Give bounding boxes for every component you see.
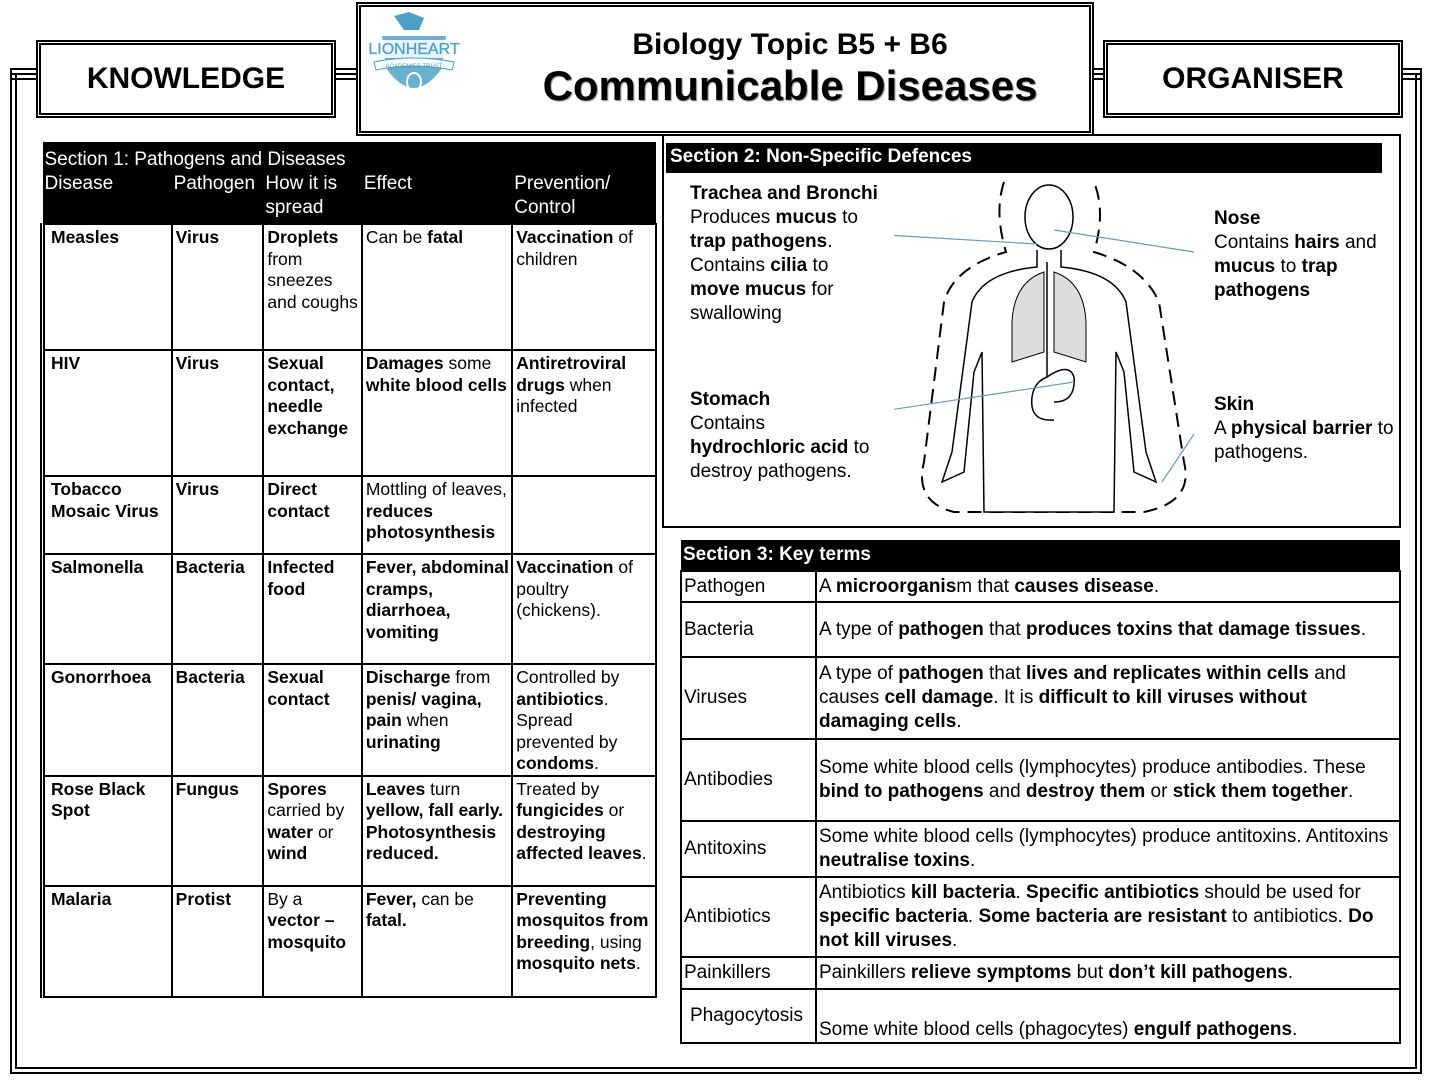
text-segment: Treated by (516, 778, 600, 799)
cell-effect (362, 224, 512, 350)
knowledge-label: KNOWLEDGE (86, 62, 286, 95)
text-segment: when infected (516, 374, 612, 416)
bold-text: Do not kill viruses (819, 906, 1374, 951)
bold-text: Trachea and Bronchi (690, 183, 878, 204)
bold-text: cilia (770, 255, 808, 276)
cell-spread (263, 476, 361, 554)
cell-pathogen (172, 776, 264, 886)
column-header-prevention: Prevention/ Control (512, 172, 656, 224)
cell-effect (362, 350, 512, 476)
bold-text: HIV (51, 353, 81, 373)
key-term-row (681, 571, 1400, 602)
text-segment: for swallowing (690, 279, 834, 324)
bold-text: Bacteria (175, 557, 245, 577)
text-segment: should be used for (1199, 882, 1361, 903)
cell-pathogen (172, 886, 264, 997)
key-term-row (681, 602, 1400, 657)
bold-text: Some bacteria are resistant (978, 906, 1227, 927)
key-term: Antibiotics (681, 877, 816, 957)
cell-prevention (512, 476, 656, 554)
text-segment: some (443, 353, 492, 373)
bold-text: Fever, abdominal cramps, diarrhoea, vomiting (365, 557, 509, 642)
cell-pathogen (172, 664, 264, 776)
bold-text: Virus (175, 227, 220, 247)
bold-text: fatal. (365, 910, 407, 930)
text-segment: from (450, 667, 491, 687)
section2-defences (662, 134, 1401, 528)
text-segment: Controlled by (516, 667, 620, 687)
section2-title: Section 2: Non-Specific Defences (666, 143, 1382, 173)
cell-prevention (512, 224, 656, 350)
skin-label (1214, 393, 1399, 465)
bold-text: Virus (175, 479, 220, 499)
column-header-pathogen: Pathogen (172, 172, 264, 224)
text-segment: that (983, 618, 1026, 640)
text-segment: or (603, 800, 625, 820)
cell-spread (263, 224, 361, 350)
cell-disease (43, 664, 172, 776)
section3-title: Section 3: Key terms (681, 540, 1400, 571)
text-segment: of children (516, 227, 633, 269)
text-segment: . (641, 843, 647, 863)
text-segment: Some white blood cells (phagocytes) (819, 1019, 1134, 1040)
bold-text: Fungus (175, 778, 239, 799)
lionheart-logo (364, 8, 464, 104)
text-segment: carried by (267, 800, 345, 820)
bold-text: causes disease (1014, 575, 1154, 597)
bold-text: Spores (267, 778, 327, 799)
text-segment: or (313, 821, 334, 842)
bold-text: fungicides (516, 800, 604, 820)
text-segment: Some white blood cells (lymphocytes) produce antitoxins. Antitoxins (819, 826, 1389, 847)
bold-text: wind (267, 843, 308, 863)
cell-spread (263, 776, 361, 886)
organiser-banner (1103, 40, 1403, 118)
cell-spread (263, 886, 361, 997)
text-segment: m that (956, 575, 1015, 597)
text-segment: Antibiotics (819, 882, 911, 903)
cell-effect (362, 476, 512, 554)
cell-prevention (512, 776, 656, 886)
bold-text: Rose Black Spot (51, 778, 146, 820)
key-term: Viruses (681, 657, 816, 739)
key-term: Painkillers (681, 957, 816, 989)
key-term: Pathogen (681, 571, 816, 602)
key-term-definition (816, 739, 1400, 821)
cell-effect (362, 886, 512, 997)
text-segment: but (1071, 962, 1109, 983)
bold-text: antibiotics (516, 688, 604, 709)
text-segment: or (1145, 781, 1173, 802)
table-row (43, 476, 657, 554)
cell-prevention (512, 350, 656, 476)
stomach-label (690, 388, 880, 484)
bold-text: hairs (1294, 232, 1340, 253)
bold-text: pathogen (898, 663, 984, 684)
bold-text: penis/ vagina, pain (365, 688, 482, 730)
bold-text: trap pathogens (1214, 256, 1338, 301)
text-segment: Contains (690, 413, 765, 434)
cell-pathogen (172, 224, 264, 350)
bold-text: destroy them (1025, 781, 1146, 802)
bold-text: Tobacco Mosaic Virus (51, 479, 159, 521)
text-segment: Can be (365, 227, 428, 247)
pathogens-table (40, 142, 657, 998)
bold-text: Droplets (267, 227, 339, 247)
page-subtitle: Biology Topic B5 + B6 (632, 28, 948, 61)
key-term-row (681, 877, 1400, 957)
text-segment: of poultry (chickens). (516, 557, 633, 620)
key-term-definition (816, 602, 1400, 657)
text-segment: that (983, 663, 1026, 684)
bold-text: reduces photosynthesis (365, 500, 496, 542)
text-segment: to (836, 207, 858, 228)
cell-effect (362, 554, 512, 664)
connector (1400, 73, 1422, 80)
key-term-row (681, 657, 1400, 739)
cell-spread (263, 664, 361, 776)
text-segment: and (983, 781, 1026, 802)
text-segment: Contains (1214, 232, 1295, 253)
text-segment: to (807, 255, 829, 276)
bold-text: relieve symptoms (910, 962, 1072, 983)
bold-text: fatal (427, 227, 464, 247)
text-segment: A (819, 575, 836, 597)
bold-text: vector – mosquito (267, 910, 347, 952)
text-segment: to (1275, 256, 1302, 277)
bold-text: Fever, (365, 888, 417, 909)
bold-text: Bacteria (175, 667, 245, 687)
bold-text: lives and replicates within cells (1025, 663, 1309, 684)
cell-disease (43, 886, 172, 997)
bold-text: Sexual contact (267, 667, 330, 709)
text-segment: . (635, 953, 641, 973)
text-segment: . (956, 711, 962, 732)
text-segment: . (1347, 781, 1354, 802)
bold-text: mosquito nets (516, 953, 636, 973)
page-title: Communicable Diseases (542, 62, 1038, 109)
bold-text: Leaves (365, 778, 426, 799)
cell-disease (43, 224, 172, 350)
bold-text: Virus (175, 353, 220, 373)
bold-text: neutralise toxins (819, 850, 970, 871)
text-segment: . (1292, 1019, 1298, 1040)
text-segment: from sneezes and coughs (267, 248, 358, 312)
table-row (43, 554, 657, 664)
key-term-definition (816, 877, 1400, 957)
bold-text: Malaria (51, 888, 112, 909)
text-segment: Painkillers (819, 962, 911, 983)
bold-text: Gonorrhoea (51, 667, 152, 687)
text-segment: . (1360, 618, 1366, 640)
bold-text: stick them together (1172, 781, 1348, 802)
cell-disease (43, 776, 172, 886)
text-segment: when (401, 710, 449, 730)
cell-effect (362, 776, 512, 886)
bold-text: Measles (51, 227, 120, 247)
bold-text: mucus (1214, 256, 1276, 277)
table-row (43, 224, 657, 350)
section1-title: Section 1: Pathogens and Diseases (43, 142, 657, 172)
bold-text: hydrochloric acid (690, 437, 849, 458)
bold-text: difficult to kill viruses without damaging cells (819, 687, 1307, 732)
bold-text: physical barrier (1230, 418, 1373, 439)
bold-text: kill bacteria (910, 882, 1016, 903)
bold-text: Infected food (267, 557, 335, 599)
text-segment: . (970, 850, 976, 871)
text-segment: A type of (819, 663, 899, 684)
bold-text: Salmonella (51, 557, 144, 577)
table-row (43, 886, 657, 997)
text-segment: . (952, 930, 958, 951)
key-term-definition (816, 989, 1400, 1043)
key-term: Bacteria (681, 602, 816, 657)
bold-text: Vaccination (516, 557, 614, 577)
text-segment: to destroy pathogens. (690, 437, 870, 482)
cell-pathogen (172, 476, 264, 554)
bold-text: Vaccination (516, 227, 614, 247)
bold-text: white blood cells (365, 374, 507, 395)
key-term: Phagocytosis (681, 989, 816, 1043)
table-row (43, 776, 657, 886)
key-term: Antitoxins (681, 821, 816, 877)
key-term-definition (816, 571, 1400, 602)
bold-text: produces toxins that damage tissues (1025, 618, 1361, 640)
bold-text: engulf pathogens (1133, 1019, 1293, 1040)
bold-text: mucus (775, 207, 837, 228)
table-row (43, 664, 657, 776)
key-term: Antibodies (681, 739, 816, 821)
bold-text: Sexual contact, needle exchange (267, 353, 349, 438)
text-segment: and (1339, 232, 1377, 253)
bold-text: water (267, 821, 314, 842)
text-segment: . (1015, 882, 1026, 903)
cell-prevention (512, 554, 656, 664)
key-terms-table (680, 540, 1401, 1044)
cell-spread (263, 350, 361, 476)
text-segment: . Spread prevented by (516, 688, 618, 752)
key-term-definition (816, 657, 1400, 739)
bold-text: Preventing mosquitos from breeding (516, 888, 649, 952)
bold-text: trap pathogens (690, 231, 828, 252)
text-segment: . It is (993, 687, 1039, 708)
text-segment: , using (590, 931, 642, 952)
text-segment: and causes (819, 663, 1346, 708)
key-term-definition (816, 821, 1400, 877)
table-row (43, 350, 657, 476)
text-segment: By a (267, 888, 303, 909)
bold-text: bind to pathogens (819, 781, 984, 802)
cell-pathogen (172, 554, 264, 664)
trachea-label (690, 182, 880, 326)
text-segment: to pathogens. (1214, 418, 1394, 463)
text-segment: . (1153, 575, 1160, 597)
cell-disease (43, 476, 172, 554)
bold-text: Discharge (365, 667, 451, 687)
bold-text: Direct contact (267, 479, 330, 521)
text-segment: Mottling of leaves, (365, 479, 507, 499)
bold-text: destroying affected leaves (516, 821, 642, 863)
column-header-spread: How it is spread (263, 172, 361, 224)
bold-text: Protist (175, 888, 232, 909)
text-segment: A (1214, 418, 1231, 439)
key-term-definition (816, 957, 1400, 989)
bold-text: condoms (516, 753, 595, 773)
bold-text: Damages (365, 353, 444, 373)
bold-text: Nose (1214, 208, 1261, 229)
bold-text: urinating (365, 731, 441, 752)
svg-text:ACADEMIES TRUST: ACADEMIES TRUST (385, 64, 443, 70)
cell-disease (43, 554, 172, 664)
organiser-label: ORGANISER (1162, 62, 1344, 95)
cell-effect (362, 664, 512, 776)
text-segment: to antibiotics. (1226, 906, 1349, 927)
bold-text: don’t kill pathogens (1108, 962, 1288, 983)
column-header-effect: Effect (362, 172, 512, 224)
bold-text: Antiretroviral drugs (516, 353, 627, 395)
key-term-row (681, 739, 1400, 821)
text-segment: A type of (819, 618, 899, 640)
cell-pathogen (172, 350, 264, 476)
cell-disease (43, 350, 172, 476)
knowledge-banner (36, 40, 336, 118)
cell-prevention (512, 886, 656, 997)
bold-text: yellow, fall early. Photosynthesis reduced. (365, 800, 503, 863)
column-header-disease: Disease (43, 172, 172, 224)
key-term-row (681, 821, 1400, 877)
text-segment: . (967, 906, 979, 927)
text-segment: can be (416, 888, 474, 909)
bold-text: cell damage (884, 687, 994, 708)
key-term-row (681, 957, 1400, 989)
bold-text: move mucus (690, 279, 807, 300)
cell-prevention (512, 664, 656, 776)
text-segment: . (594, 753, 599, 773)
bold-text: microorganis (835, 575, 957, 597)
cell-spread (263, 554, 361, 664)
bold-text: Stomach (690, 389, 771, 410)
text-segment: Produces (690, 207, 776, 228)
text-segment: . (1287, 962, 1294, 983)
nose-label (1214, 207, 1394, 303)
bold-text: specific bacteria (819, 906, 968, 927)
svg-text:LIONHEART: LIONHEART (368, 41, 460, 58)
text-segment: turn (425, 778, 461, 799)
title-box (356, 2, 1094, 136)
bold-text: Skin (1214, 394, 1255, 415)
bold-text: Specific antibiotics (1026, 882, 1200, 903)
bold-text: pathogen (898, 618, 984, 640)
text-segment: Some white blood cells (lymphocytes) produce antibodies. These (819, 757, 1366, 778)
text-segment: . Contains (690, 231, 833, 276)
human-body-diagram (894, 172, 1214, 522)
key-term-row (681, 989, 1400, 1043)
